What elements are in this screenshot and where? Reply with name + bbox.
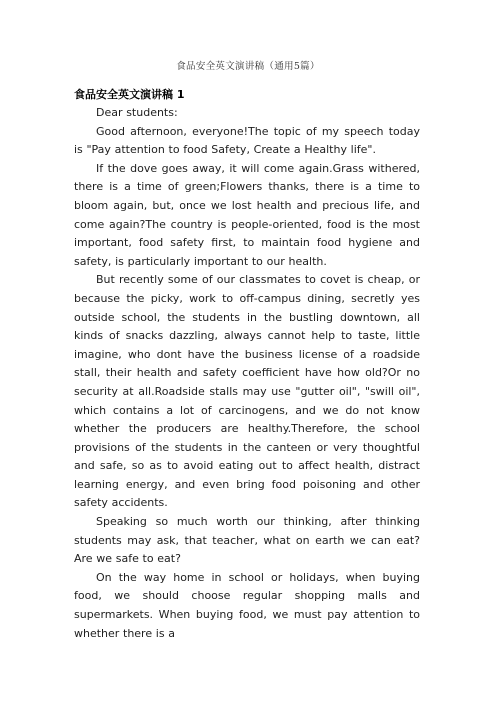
document-body — [74, 86, 420, 643]
paragraph-shopping: On the way home in school or holidays, when buying food, we should choose regular shopping malls and supermarkets. When buying food, we must pay attention to whether there is a — [74, 570, 420, 640]
paragraph-question: Speaking so much worth our thinking, after thinking students may ask, that teacher, what on earth we can eat?Are we safe to eat? — [74, 515, 420, 566]
paragraph-roadside-stalls: But recently some of our classmates to covet is cheap, or because the picky, work to off-campus dining, secretly yes outside school, the students in the bustling downtown, all kinds of snacks dazzling, always cannot help to taste, little imagine, who dont have the business license of a roadside stall, their health and safety coefficient have how old?Or no security at all.Roadside stalls may use "gutter oil", "swill oil", which contains a lot of carcinogens, and we do not know whether the producers are healthy.Therefore, the school provisions of the students in the canteen or very thoughtful and safe, so as to avoid eating out to affect health, distract learning energy, and even bring food poisoning and other safety accidents. — [74, 273, 420, 510]
paragraph-topic: Good afternoon, everyone!The topic of my speech today is "Pay attention to food Safety, Create a Healthy life". — [74, 124, 420, 157]
running-header: 食品安全英文演讲稿（通用5篇） — [176, 61, 320, 72]
paragraph-dove: If the dove goes away, it will come again.Grass withered, there is a time of green;Flowers thanks, there is a time to bloom again, but, once we lost health and precious life, and come again?The country is people-oriented, food is the most important, food safety first, to maintain food hygiene and safety, is particularly important to our health. — [74, 161, 420, 268]
section-title: 食品安全英文演讲稿 1 — [74, 88, 185, 101]
paragraph-salutation: Dear students: — [96, 106, 178, 119]
